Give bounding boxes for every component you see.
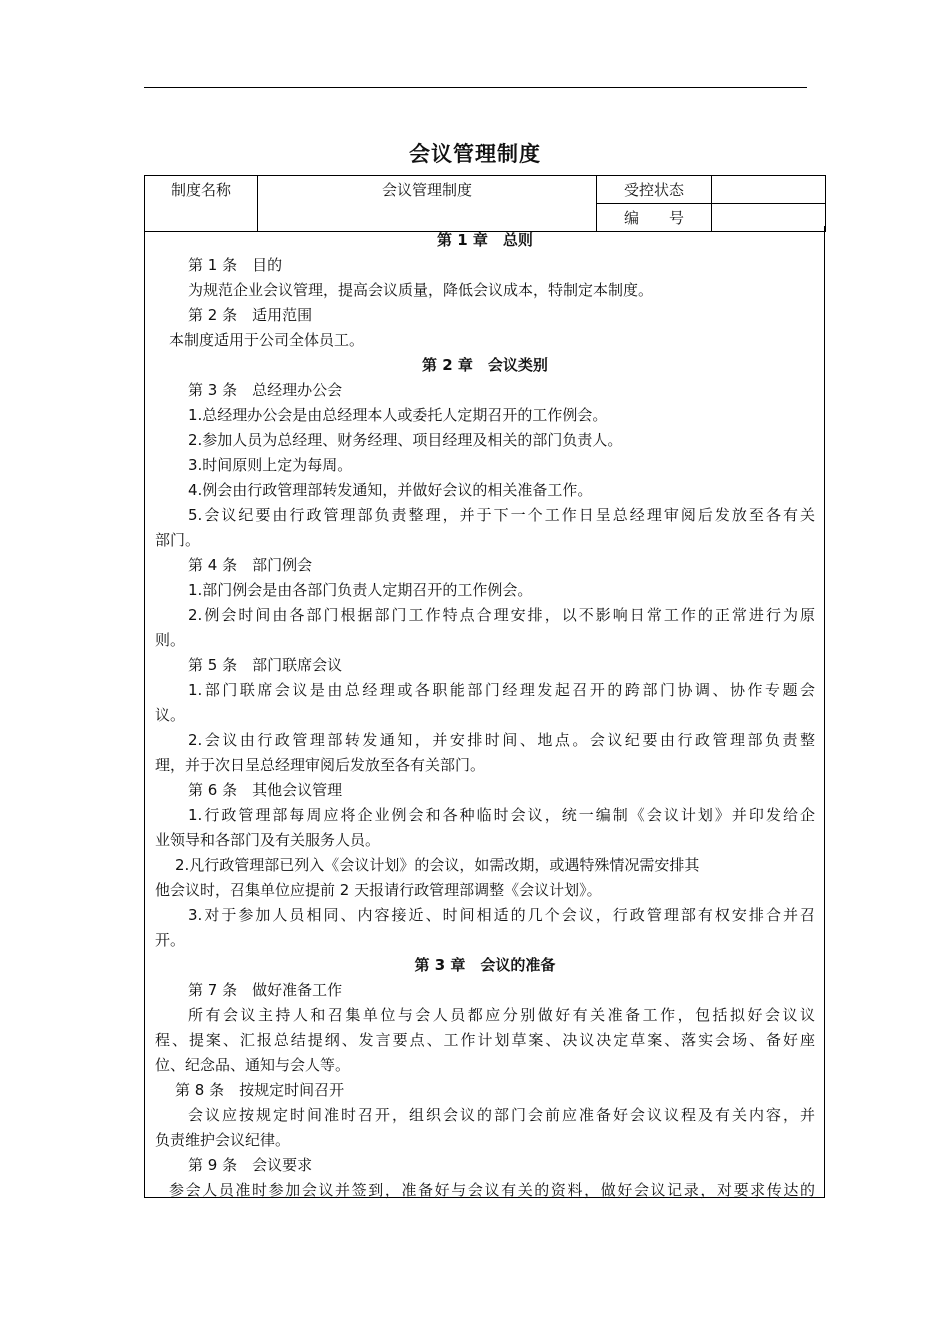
text-line: 第 9 条 会议要求 (188, 1156, 313, 1174)
text-line: 2.参加人员为总经理、财务经理、项目经理及相关的部门负责人。 (188, 431, 623, 449)
text-line: 理，并于次日呈总经理审阅后发放至各有关部门。 (155, 756, 486, 774)
text-line: 为规范企业会议管理，提高会议质量，降低会议成本，特制定本制度。 (188, 281, 654, 299)
name-label-cell: 制度名称 (145, 176, 258, 232)
text-line: 1.部门联席会议是由总经理或各职能部门经理发起召开的跨部门协调、协作专题会 (188, 681, 815, 699)
text-line: 4.例会由行政管理部转发通知，并做好会议的相关准备工作。 (188, 481, 593, 499)
document-meta-table (144, 175, 826, 232)
regulation-content (155, 228, 815, 1203)
text-line: 参会人员准时参加会议并签到，准备好与会议有关的资料，做好会议记录，对要求传达的 (169, 1181, 815, 1199)
text-line: 2.例会时间由各部门根据部门工作特点合理安排，以不影响日常工作的正常进行为原 (188, 606, 815, 624)
text-line: 第 4 条 部门例会 (188, 556, 313, 574)
text-line: 第 7 条 做好准备工作 (188, 981, 343, 999)
text-line: 5.会议纪要由行政管理部负责整理，并于下一个工作日呈总经理审阅后发放至各有关 (188, 506, 815, 524)
text-line: 第 1 条 目的 (188, 256, 283, 274)
text-line: 所有会议主持人和召集单位与会人员都应分别做好有关准备工作，包括拟好会议议 (188, 1006, 815, 1024)
text-line: 则。 (155, 631, 186, 649)
document-title: 会议管理制度 (409, 142, 541, 166)
text-line: 业领导和各部门及有关服务人员。 (155, 831, 381, 849)
text-line: 负责维护会议纪律。 (155, 1131, 291, 1149)
name-value-cell: 会议管理制度 (258, 176, 597, 232)
text-line: 2.会议由行政管理部转发通知，并安排时间、地点。会议纪要由行政管理部负责整 (188, 731, 815, 749)
text-line: 他会议时，召集单位应提前 2 天报请行政管理部调整《会议计划》。 (155, 881, 602, 899)
text-line: 2.凡行政管理部已列入《会议计划》的会议，如需改期，或遇特殊情况需安排其 (175, 856, 700, 874)
text-line: 会议应按规定时间准时召开，组织会议的部门会前应准备好会议议程及有关内容，并 (188, 1106, 815, 1124)
status-value-cell (712, 176, 826, 204)
text-line: 3.对于参加人员相同、内容接近、时间相适的几个会议，行政管理部有权安排合并召 (188, 906, 815, 924)
chapter-heading: 第 1 章 总则 (437, 231, 533, 249)
text-line: 3.时间原则上定为每周。 (188, 456, 353, 474)
text-line: 议。 (155, 706, 186, 724)
text-line: 1.部门例会是由各部门负责人定期召开的工作例会。 (188, 581, 533, 599)
chapter-heading: 第 3 章 会议的准备 (414, 956, 556, 974)
chapter-heading: 第 2 章 会议类别 (422, 356, 548, 374)
status-label-cell: 受控状态 (597, 176, 712, 204)
text-line: 部门。 (155, 531, 201, 549)
header-rule (144, 87, 807, 88)
text-line: 第 5 条 部门联席会议 (188, 656, 343, 674)
text-line: 位、纪念品、通知与会人等。 (155, 1056, 351, 1074)
text-line: 1.行政管理部每周应将企业例会和各种临时会议，统一编制《会议计划》并印发给企 (188, 806, 815, 824)
regulation-body (144, 226, 825, 1198)
text-line: 第 3 条 总经理办公会 (188, 381, 343, 399)
text-line: 第 6 条 其他会议管理 (188, 781, 343, 799)
text-line: 开。 (155, 931, 186, 949)
text-line: 1.总经理办公会是由总经理本人或委托人定期召开的工作例会。 (188, 406, 608, 424)
text-line: 第 2 条 适用范围 (188, 306, 313, 324)
text-line: 本制度适用于公司全体员工。 (169, 331, 365, 349)
number-label-cell: 编 号 (597, 204, 712, 232)
text-line: 程、提案、汇报总结提纲、发言要点、工作计划草案、决议决定草案、落实会场、备好座 (155, 1031, 815, 1049)
text-line: 第 8 条 按规定时间召开 (175, 1081, 345, 1099)
